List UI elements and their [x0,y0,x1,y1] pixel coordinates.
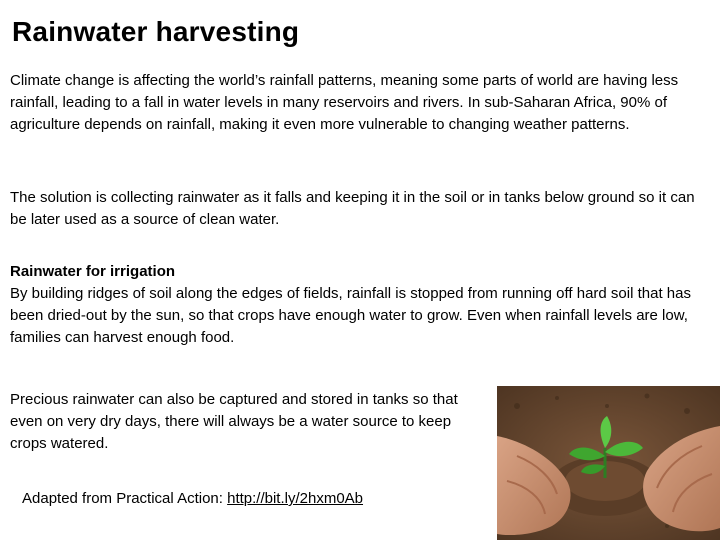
paragraph-irrigation: By building ridges of soil along the edges of fields, rainfall is stopped from running off hard soil that has been dried-out by the sun, so that crops have enough water to grow. Even when rainfall levels are low, families can harvest enough food. [10,285,691,346]
source-credit [22,488,363,510]
section-heading-irrigation: Rainwater for irrigation [10,263,176,280]
paragraph-solution: The solution is collecting rainwater as it falls and keeping it in the soil or in tanks below ground so it can be later used as a source of clean water. [10,189,695,228]
seedling-in-hands-photo [497,386,720,540]
slide-title: Rainwater harvesting [12,16,300,47]
paragraph-storage-tanks: Precious rainwater can also be captured and stored in tanks so that even on very dry days, there will always be a water source to keep crops watered. [10,391,458,452]
credit-prefix: Adapted from Practical Action: [22,490,228,507]
paragraph-climate-change: Climate change is affecting the world’s rainfall patterns, meaning some parts of world are having less rainfall, leading to a fall in water levels in many reservoirs and rivers. In sub-Saharan Africa, 90% of agriculture depends on rainfall, making it even more vulnerable to changing weather patterns. [10,72,679,133]
source-link[interactable]: http://bit.ly/2hxm0Ab [227,490,364,507]
